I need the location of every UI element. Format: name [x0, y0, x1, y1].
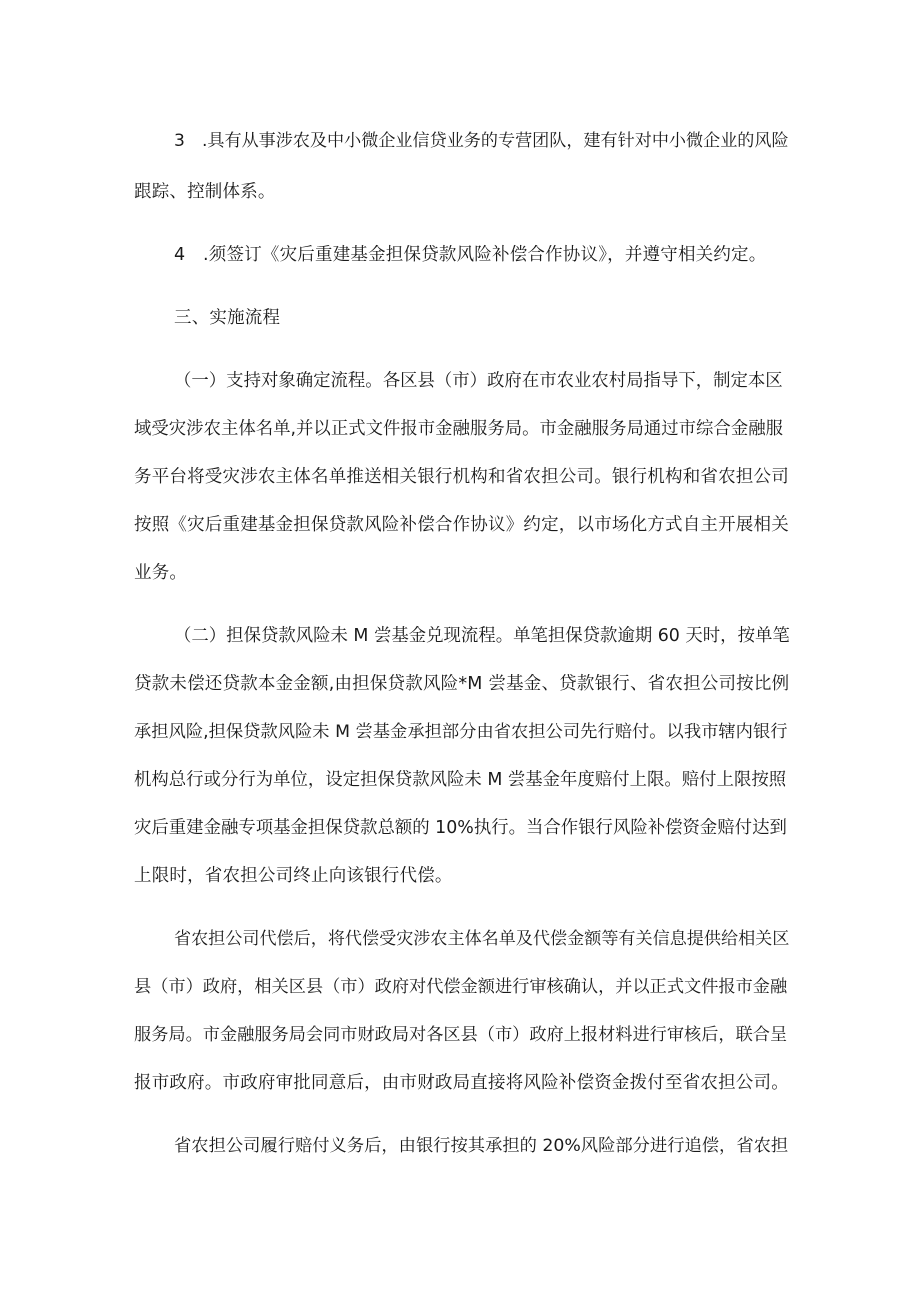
- item-3-line-2: 跟踪、控制体系。: [134, 182, 276, 202]
- section-heading: 三、实施流程: [174, 308, 281, 328]
- para-2-line-5: 灾后重建金融专项基金担保贷款总额的 10%执行。当合作银行风险补偿资金赔付达到: [134, 818, 787, 838]
- para-1-line-5: 业务。: [134, 563, 188, 583]
- para-2-line-1: （二）担保贷款风险未 M 尝基金兑现流程。单笔担保贷款逾期 60 天时，按单笔: [174, 626, 790, 646]
- para-4-line-1: 省农担公司履行赔付义务后，由银行按其承担的 20%风险部分进行追偿，省农担: [174, 1136, 789, 1156]
- para-3-line-2: 县（市）政府，相关区县（市）政府对代偿金额进行审核确认，并以正式文件报市金融: [134, 977, 788, 997]
- para-3-line-4: 报市政府。市政府审批同意后，由市财政局直接将风险补偿资金拨付至省农担公司。: [134, 1073, 789, 1093]
- para-2-line-3: 承担风险,担保贷款风险未 M 尝基金承担部分由省农担公司先行赔付。以我市辖内银行: [134, 722, 788, 742]
- para-1-line-2: 域受灾涉农主体名单,并以正式文件报市金融服务局。市金融服务局通过市综合金融服: [134, 419, 783, 439]
- para-2-line-6: 上限时，省农担公司终止向该银行代偿。: [134, 866, 453, 886]
- item-3-line-1: 3 .具有从事涉农及中小微企业信贷业务的专营团队，建有针对中小微企业的风险: [174, 131, 789, 151]
- para-2-line-4: 机构总行或分行为单位，设定担保贷款风险未 M 尝基金年度赔付上限。赔付上限按照: [134, 770, 787, 790]
- para-3-line-1: 省农担公司代偿后，将代偿受灾涉农主体名单及代偿金额等有关信息提供给相关区: [174, 929, 790, 949]
- para-1-line-3: 务平台将受灾涉农主体名单推送相关银行机构和省农担公司。银行机构和省农担公司: [134, 467, 789, 487]
- item-4-line-1: 4 .须签订《灾后重建基金担保贷款风险补偿合作协议》，并遵守相关约定。: [174, 245, 767, 265]
- para-2-line-2: 贷款未偿还贷款本金金额,由担保贷款风险*M 尝基金、贷款银行、省农担公司按比例: [134, 674, 790, 694]
- para-1-line-1: （一）支持对象确定流程。各区县（市）政府在市农业农村局指导下，制定本区: [174, 371, 783, 391]
- para-3-line-3: 服务局。市金融服务局会同市财政局对各区县（市）政府上报材料进行审核后，联合呈: [134, 1025, 788, 1045]
- para-1-line-4: 按照《灾后重建基金担保贷款风险补偿合作协议》约定，以市场化方式自主开展相关: [134, 515, 789, 535]
